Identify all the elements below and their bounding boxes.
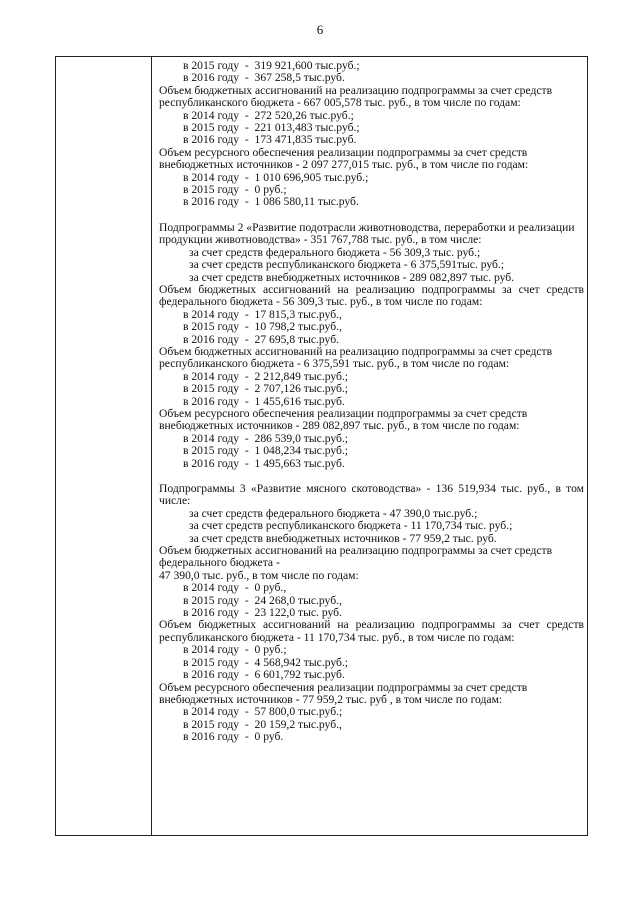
text-line: в 2015 году - 20 159,2 тыс.руб., bbox=[183, 717, 342, 731]
text-paragraph: Объем бюджетных ассигнований на реализацию подпрограммы за счет средств республиканского бюджета - 667 005,578 тыс. руб., в том числе по годам: bbox=[159, 83, 553, 110]
text-line: в 2014 году - 286 539,0 тыс.руб.; bbox=[183, 431, 349, 445]
text-line: в 2016 году - 1 455,616 тыс.руб. bbox=[183, 394, 345, 408]
text-line: в 2016 году - 367 258,5 тыс.руб. bbox=[183, 71, 345, 85]
text-line: в 2016 году - 27 695,8 тыс.руб. bbox=[183, 332, 339, 346]
text-paragraph: Объем ресурсного обеспечения реализации подпрограммы за счет средств внебюджетных источников - 289 082,897 тыс. руб., в том числе по годам: bbox=[159, 406, 528, 433]
text-line: в 2015 году - 0 руб.; bbox=[183, 183, 287, 197]
text-line: в 2015 году - 1 048,234 тыс.руб.; bbox=[183, 444, 349, 458]
text-line: за счет средств республиканского бюджета - 11 170,734 тыс. руб.; bbox=[189, 519, 513, 533]
text-line: за счет средств внебюджетных источников - 289 082,897 тыс. руб. bbox=[189, 270, 515, 284]
text-paragraph: Объем бюджетных ассигнований на реализацию подпрограммы за счет средств республиканского бюджета - 11 170,734 тыс. руб., в том числе по годам: bbox=[159, 618, 584, 644]
text-paragraph: Объем бюджетных ассигнований на реализацию подпрограммы за счет средств республиканского бюджета - 6 375,591 тыс. руб., в том числе по годам: bbox=[159, 344, 553, 371]
text-line: в 2016 году - 6 601,792 тыс.руб. bbox=[183, 668, 345, 682]
text-line: в 2014 году - 57 800,0 тыс.руб.; bbox=[183, 705, 343, 719]
page-number: 6 bbox=[316, 22, 324, 37]
text-line: в 2015 году - 319 921,600 тыс.руб.; bbox=[183, 59, 360, 72]
text-line: за счет средств республиканского бюджета - 6 375,591тыс. руб.; bbox=[189, 258, 505, 272]
right-column-cell bbox=[159, 60, 584, 744]
text-line: в 2014 году - 0 руб.; bbox=[183, 643, 287, 657]
text-paragraph: Объем бюджетных ассигнований на реализацию подпрограммы за счет средств федерального бюджета - 56 309,3 тыс. руб., в том числе по годам: bbox=[159, 282, 584, 309]
text-line: за счет средств внебюджетных источников - 77 959,2 тыс. руб. bbox=[189, 531, 497, 545]
text-line: 47 390,0 тыс. руб., в том числе по годам: bbox=[159, 568, 359, 582]
text-line: в 2015 году - 10 798,2 тыс.руб., bbox=[183, 320, 342, 334]
left-column-cell bbox=[56, 57, 152, 835]
text-line: в 2014 году - 17 815,3 тыс.руб., bbox=[183, 307, 342, 321]
text-line: в 2015 году - 2 707,126 тыс.руб.; bbox=[183, 382, 349, 396]
text-line: в 2016 году - 1 086 580,11 тыс.руб. bbox=[183, 195, 359, 209]
text-line: в 2016 году - 0 руб. bbox=[183, 730, 284, 744]
text-line: в 2016 году - 173 471,835 тыс.руб. bbox=[183, 133, 357, 147]
text-line: в 2015 году - 24 268,0 тыс.руб., bbox=[183, 593, 342, 607]
text-line: в 2016 году - 1 495,663 тыс.руб. bbox=[183, 456, 345, 470]
text-paragraph: Объем ресурсного обеспечения реализации подпрограммы за счет средств внебюджетных источников - 77 959,2 тыс. руб , в том числе по годам: bbox=[159, 680, 528, 706]
text-line: в 2014 году - 1 010 696,905 тыс.руб.; bbox=[183, 170, 369, 184]
text-paragraph: Объем бюджетных ассигнований на реализацию подпрограммы за счет средств федерального бюджета - bbox=[159, 544, 553, 570]
text-paragraph: Подпрограммы 3 «Развитие мясного скотоводства» - 136 519,934 тыс. руб., в том числе: bbox=[159, 482, 584, 508]
text-line: в 2014 году - 272 520,26 тыс.руб.; bbox=[183, 108, 354, 122]
text-line: в 2016 году - 23 122,0 тыс. руб. bbox=[183, 606, 342, 620]
text-line: в 2015 году - 4 568,942 тыс.руб.; bbox=[183, 655, 349, 669]
text-paragraph: Подпрограммы 2 «Развитие подотрасли животноводства, переработки и реализации продукции животноводства» - 351 767,788 тыс. руб., в том числе: bbox=[159, 220, 575, 247]
text-line: за счет средств федерального бюджета - 47 390,0 тыс.руб.; bbox=[189, 506, 478, 520]
text-line: в 2014 году - 2 212,849 тыс.руб.; bbox=[183, 369, 349, 383]
text-line: за счет средств федерального бюджета - 56 309,3 тыс. руб.; bbox=[189, 245, 481, 259]
text-line: в 2014 году - 0 руб., bbox=[183, 581, 287, 595]
text-paragraph: Объем ресурсного обеспечения реализации подпрограммы за счет средств внебюджетных источников - 2 097 277,015 тыс. руб., в том числе по годам: bbox=[159, 145, 529, 172]
document-table bbox=[55, 56, 588, 836]
text-line: в 2015 году - 221 013,483 тыс.руб.; bbox=[183, 121, 360, 135]
paragraph-gap bbox=[159, 209, 584, 222]
